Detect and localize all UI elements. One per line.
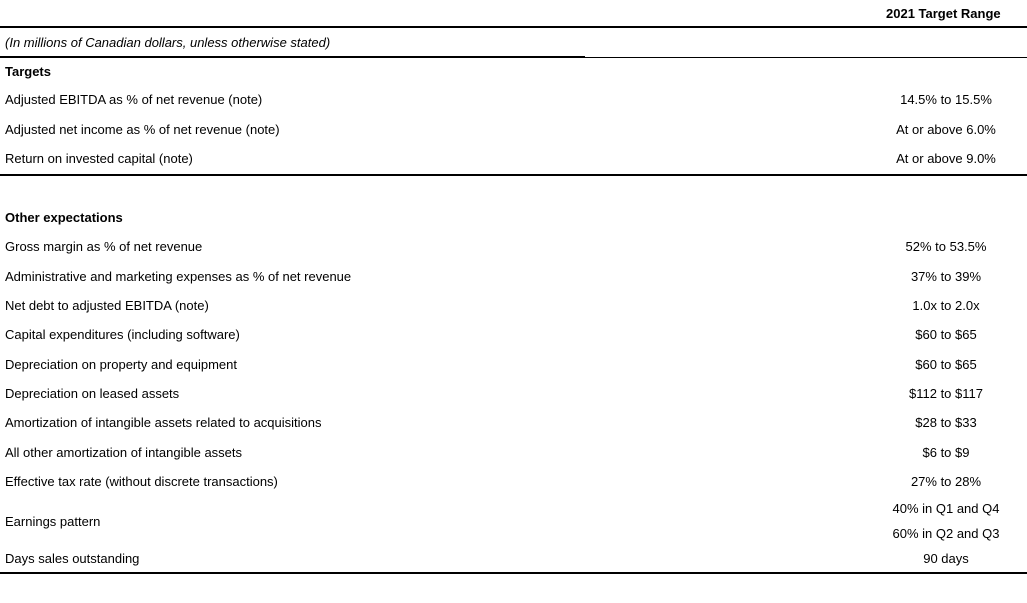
row-value: $60 to $65 (915, 357, 977, 372)
row-value: 1.0x to 2.0x (912, 298, 980, 313)
targets-rule (0, 174, 1027, 176)
row-value: At or above 9.0% (896, 151, 996, 166)
units-note: (In millions of Canadian dollars, unless otherwise stated) (5, 35, 331, 50)
row-value: $28 to $33 (915, 415, 977, 430)
row-value: At or above 6.0% (896, 122, 996, 137)
row-label: Days sales outstanding (5, 551, 140, 566)
units-rule-right (585, 57, 1027, 58)
units-rule (0, 56, 585, 58)
row-label: Gross margin as % of net revenue (5, 239, 203, 254)
row-label: Net debt to adjusted EBITDA (note) (5, 298, 209, 313)
row-value: $112 to $117 (909, 386, 983, 401)
row-label: Adjusted net income as % of net revenue (note) (5, 122, 280, 137)
row-value: 52% to 53.5% (905, 239, 987, 254)
row-label: Adjusted EBITDA as % of net revenue (note) (5, 92, 263, 107)
bottom-rule (0, 572, 1027, 574)
row-label: Administrative and marketing expenses as % of net revenue (5, 269, 352, 284)
row-label: Depreciation on leased assets (5, 386, 180, 401)
row-label: Earnings pattern (5, 514, 101, 529)
row-value: 40% in Q1 and Q4 (892, 501, 1000, 516)
row-label: Depreciation on property and equipment (5, 357, 237, 372)
row-value: 14.5% to 15.5% (900, 92, 992, 107)
row-value: $6 to $9 (922, 445, 970, 460)
row-label: Return on invested capital (note) (5, 151, 193, 166)
header-rule (0, 26, 1027, 28)
row-label: Capital expenditures (including software) (5, 327, 240, 342)
row-label: Effective tax rate (without discrete transactions) (5, 474, 278, 489)
row-value: 90 days (923, 551, 969, 566)
section-heading-other-expectations: Other expectations (5, 210, 123, 225)
row-label: All other amortization of intangible assets (5, 445, 243, 460)
row-value: $60 to $65 (915, 327, 977, 342)
section-heading-targets: Targets (5, 64, 51, 79)
column-header: 2021 Target Range (886, 6, 1001, 21)
row-value: 37% to 39% (910, 269, 982, 284)
row-value: 27% to 28% (910, 474, 982, 489)
row-label: Amortization of intangible assets related to acquisitions (5, 415, 322, 430)
row-value-second-line: 60% in Q2 and Q3 (892, 526, 1000, 541)
